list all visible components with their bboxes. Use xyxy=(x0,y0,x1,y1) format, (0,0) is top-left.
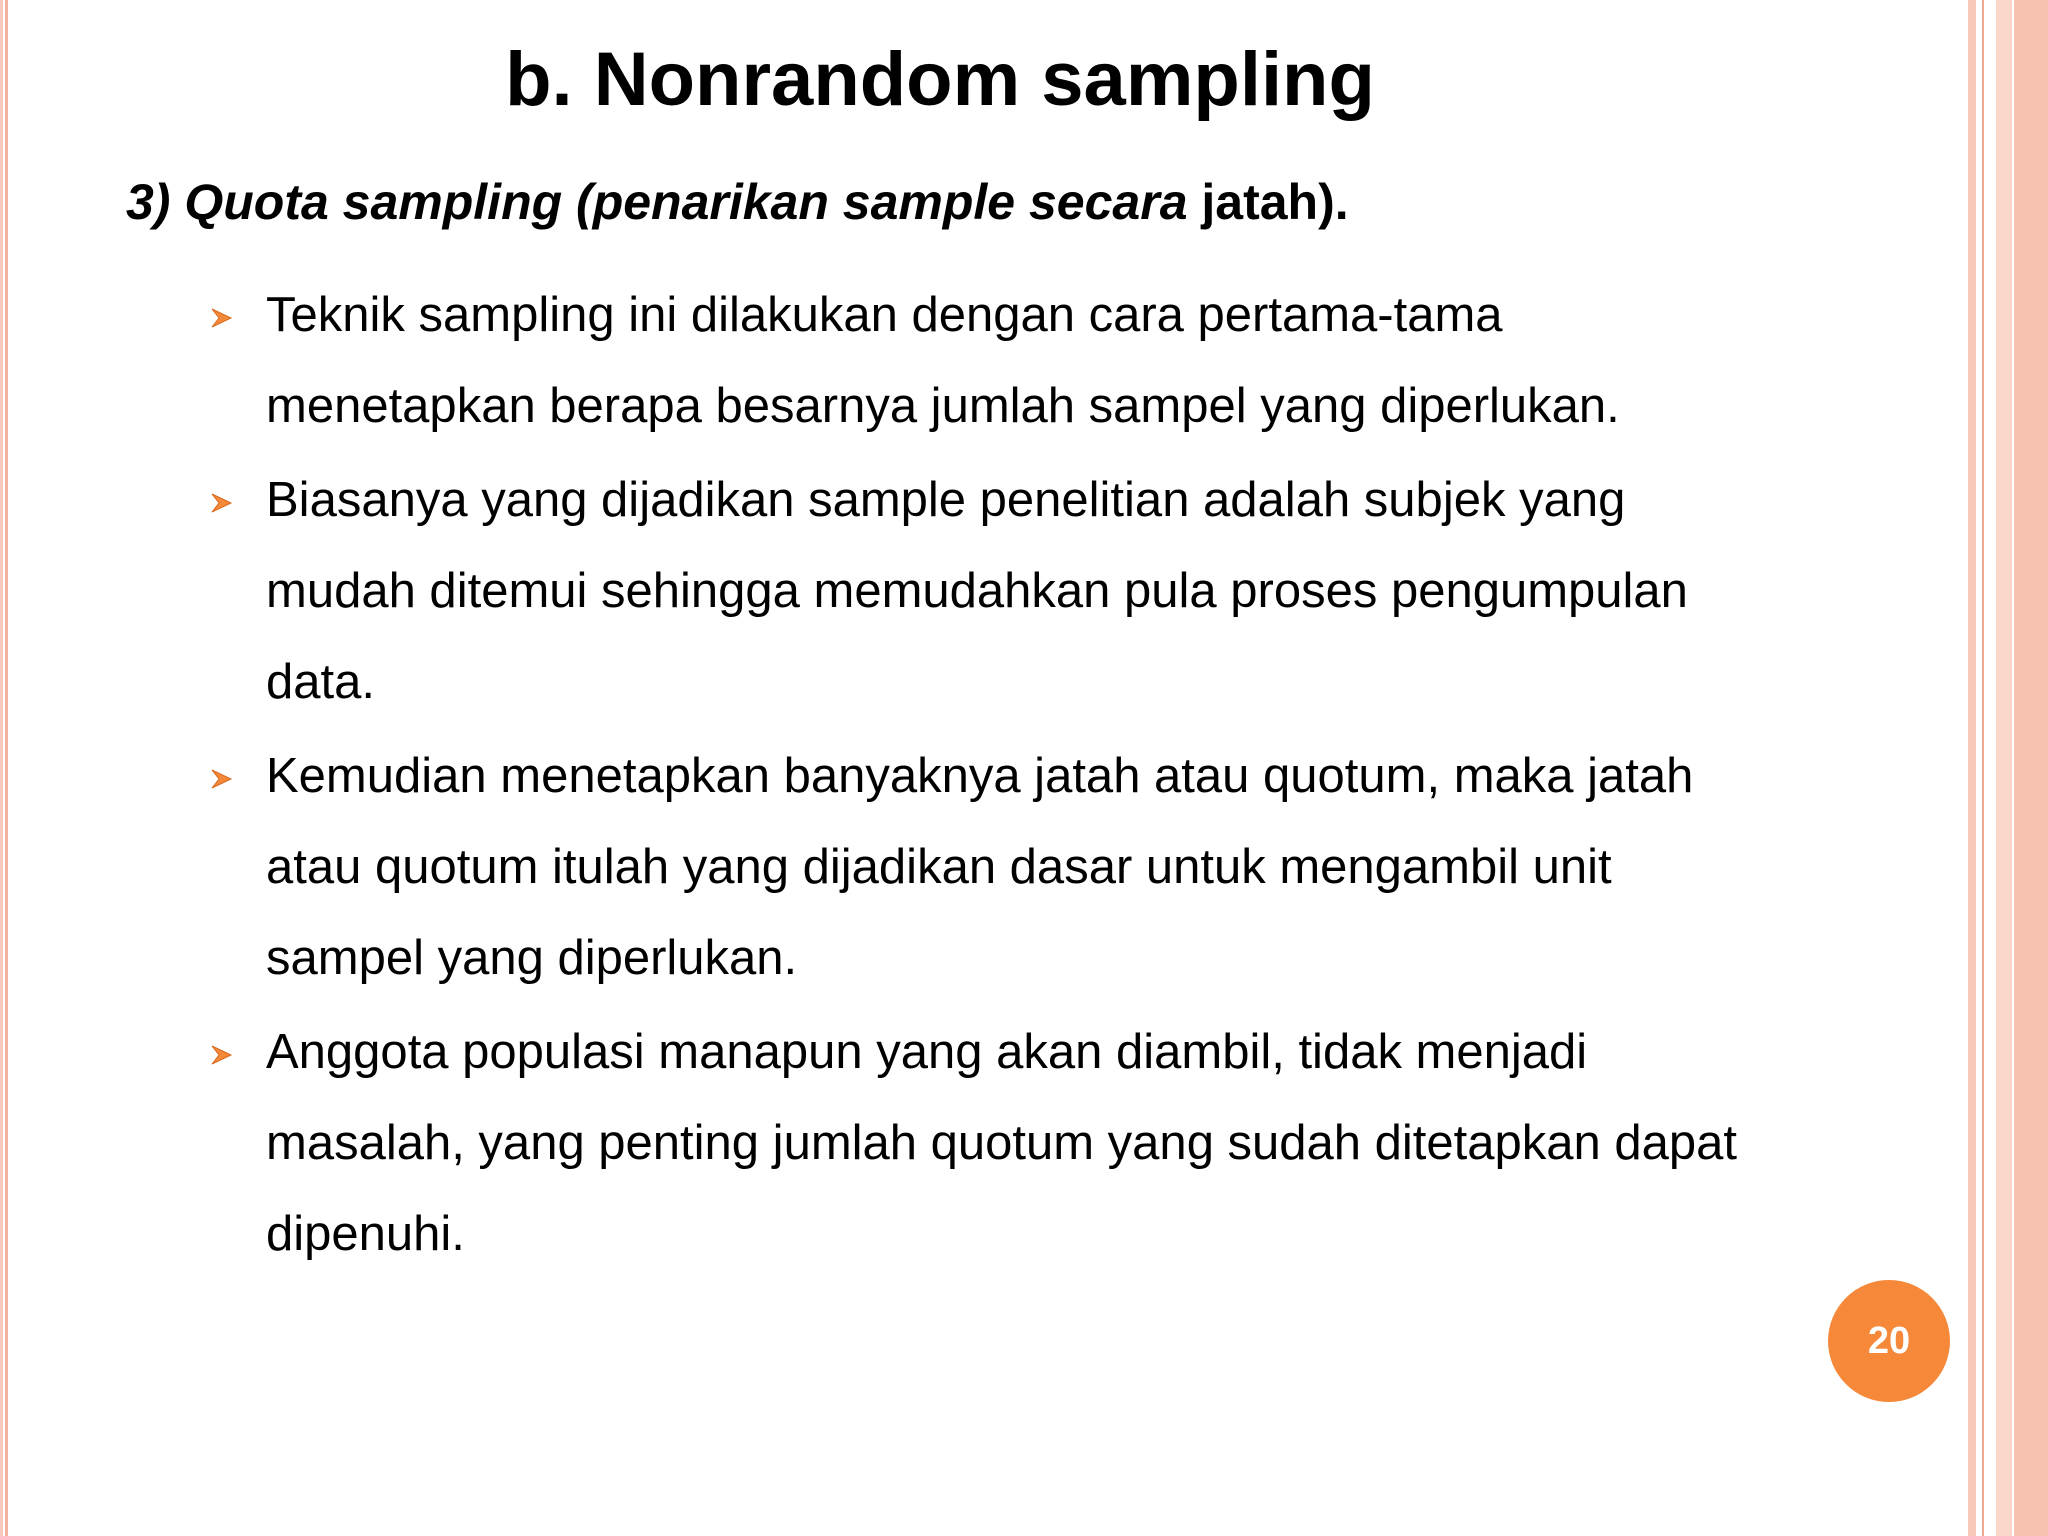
arrow-bullet-icon xyxy=(206,1007,240,1098)
bullet-item xyxy=(206,455,1766,728)
right-border-decoration xyxy=(1968,0,2048,1536)
left-border-decoration xyxy=(0,0,16,1536)
subtitle-italic-text: 3) Quota sampling (penarikan sample secara xyxy=(126,174,1188,230)
bullet-text: Kemudian menetapkan banyaknya jatah atau quotum, maka jatah atau quotum itulah yang dijadikan dasar untuk mengambil unit sampel yang diperlukan. xyxy=(266,749,1694,985)
subtitle-normal-text: jatah). xyxy=(1187,174,1349,230)
slide-title: b. Nonrandom sampling xyxy=(505,37,1375,122)
bullet-text: Teknik sampling ini dilakukan dengan cara pertama-tama menetapkan berapa besarnya jumlah sampel yang diperlukan. xyxy=(266,288,1620,433)
arrow-bullet-icon xyxy=(206,270,240,361)
bullet-item xyxy=(206,1007,1766,1280)
bullet-item xyxy=(206,270,1766,452)
bullet-text: Biasanya yang dijadikan sample penelitian adalah subjek yang mudah ditemui sehingga memudahkan pula proses pengumpulan data. xyxy=(266,473,1688,709)
slide-subtitle xyxy=(126,168,1349,236)
bullet-item xyxy=(206,731,1766,1004)
bullet-text: Anggota populasi manapun yang akan diambil, tidak menjadi masalah, yang penting jumlah quotum yang sudah ditetapkan dapat dipenuhi. xyxy=(266,1025,1738,1261)
arrow-bullet-icon xyxy=(206,455,240,546)
bullet-list xyxy=(206,270,1766,1283)
page-number-badge: 20 xyxy=(1828,1280,1950,1402)
arrow-bullet-icon xyxy=(206,731,240,822)
